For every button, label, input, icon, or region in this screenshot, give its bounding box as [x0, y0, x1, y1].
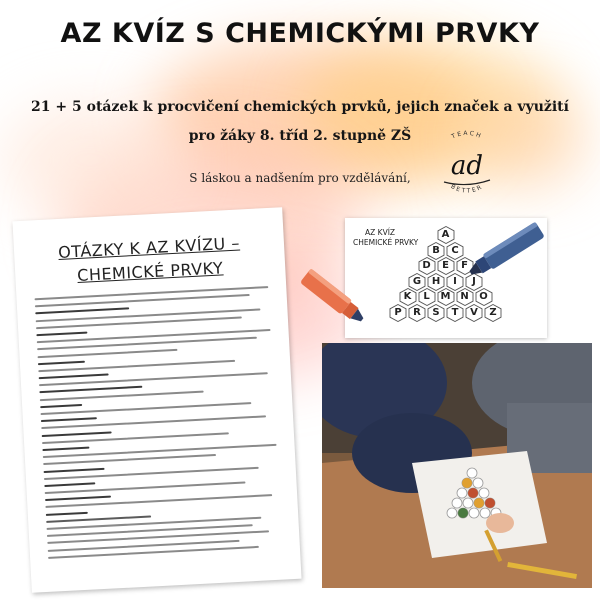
hex-letter: T — [451, 306, 459, 318]
hex-letter: P — [394, 306, 402, 318]
logo-monogram: ad — [450, 151, 484, 181]
hex-cell-v — [465, 304, 483, 322]
hex-letter: M — [440, 291, 451, 302]
page-title: AZ KVÍZ S CHEMICKÝMI PRVKY — [60, 18, 540, 49]
hex-letter: K — [403, 291, 412, 302]
hex-cell-r — [408, 304, 426, 322]
document-body — [35, 286, 283, 564]
hex-letter: D — [422, 260, 431, 271]
subtitle-line-2: pro žáky 8. tříd 2. stupně ZŠ — [188, 128, 412, 144]
document-title-line-2: CHEMICKÉ PRVKY — [76, 258, 224, 285]
teach-better-logo — [424, 122, 510, 208]
hex-cell-z — [484, 304, 502, 322]
hex-cell-p — [389, 304, 407, 322]
logo-top-text: TEACH — [450, 129, 484, 141]
svg-text:TEACH — [450, 130, 484, 141]
subtitle-line-1: 21 + 5 otázek k procvičení chemických prvků, jejich značek a využití — [31, 99, 569, 115]
hex-letter: E — [442, 260, 449, 271]
hex-letter: C — [451, 244, 459, 256]
hex-letter: J — [472, 275, 476, 287]
hex-letter: N — [460, 291, 469, 302]
questions-document — [12, 207, 301, 593]
hex-letter: A — [441, 229, 450, 240]
hex-letter: F — [461, 260, 468, 271]
hex-letter: L — [423, 291, 430, 302]
hex-letter: I — [453, 275, 457, 287]
background-wash — [0, 100, 180, 220]
hex-letter: O — [479, 291, 488, 302]
hex-cell-s — [427, 304, 445, 322]
hex-letter: S — [432, 306, 440, 318]
hex-letter: Z — [489, 306, 497, 318]
card-title-line-1: AZ KVÍZ — [365, 228, 396, 237]
blue-marker-icon — [452, 215, 562, 285]
logo-bottom-text: BETTER — [449, 183, 485, 195]
hex-letter: B — [432, 244, 440, 256]
card-title-line-2: CHEMICKÉ PRVKY — [353, 238, 419, 247]
classroom-photo — [322, 343, 592, 588]
hex-letter: H — [431, 275, 441, 287]
hex-cell-t — [446, 304, 464, 322]
hex-letter: R — [413, 306, 421, 318]
hex-letter: G — [412, 275, 422, 287]
document-title-line-1: OTÁZKY K AZ KVÍZU – — [57, 233, 241, 262]
tagline: S láskou a nadšením pro vzdělávání, — [189, 171, 411, 185]
hex-letter: V — [470, 306, 478, 318]
orange-marker-icon — [288, 262, 378, 332]
